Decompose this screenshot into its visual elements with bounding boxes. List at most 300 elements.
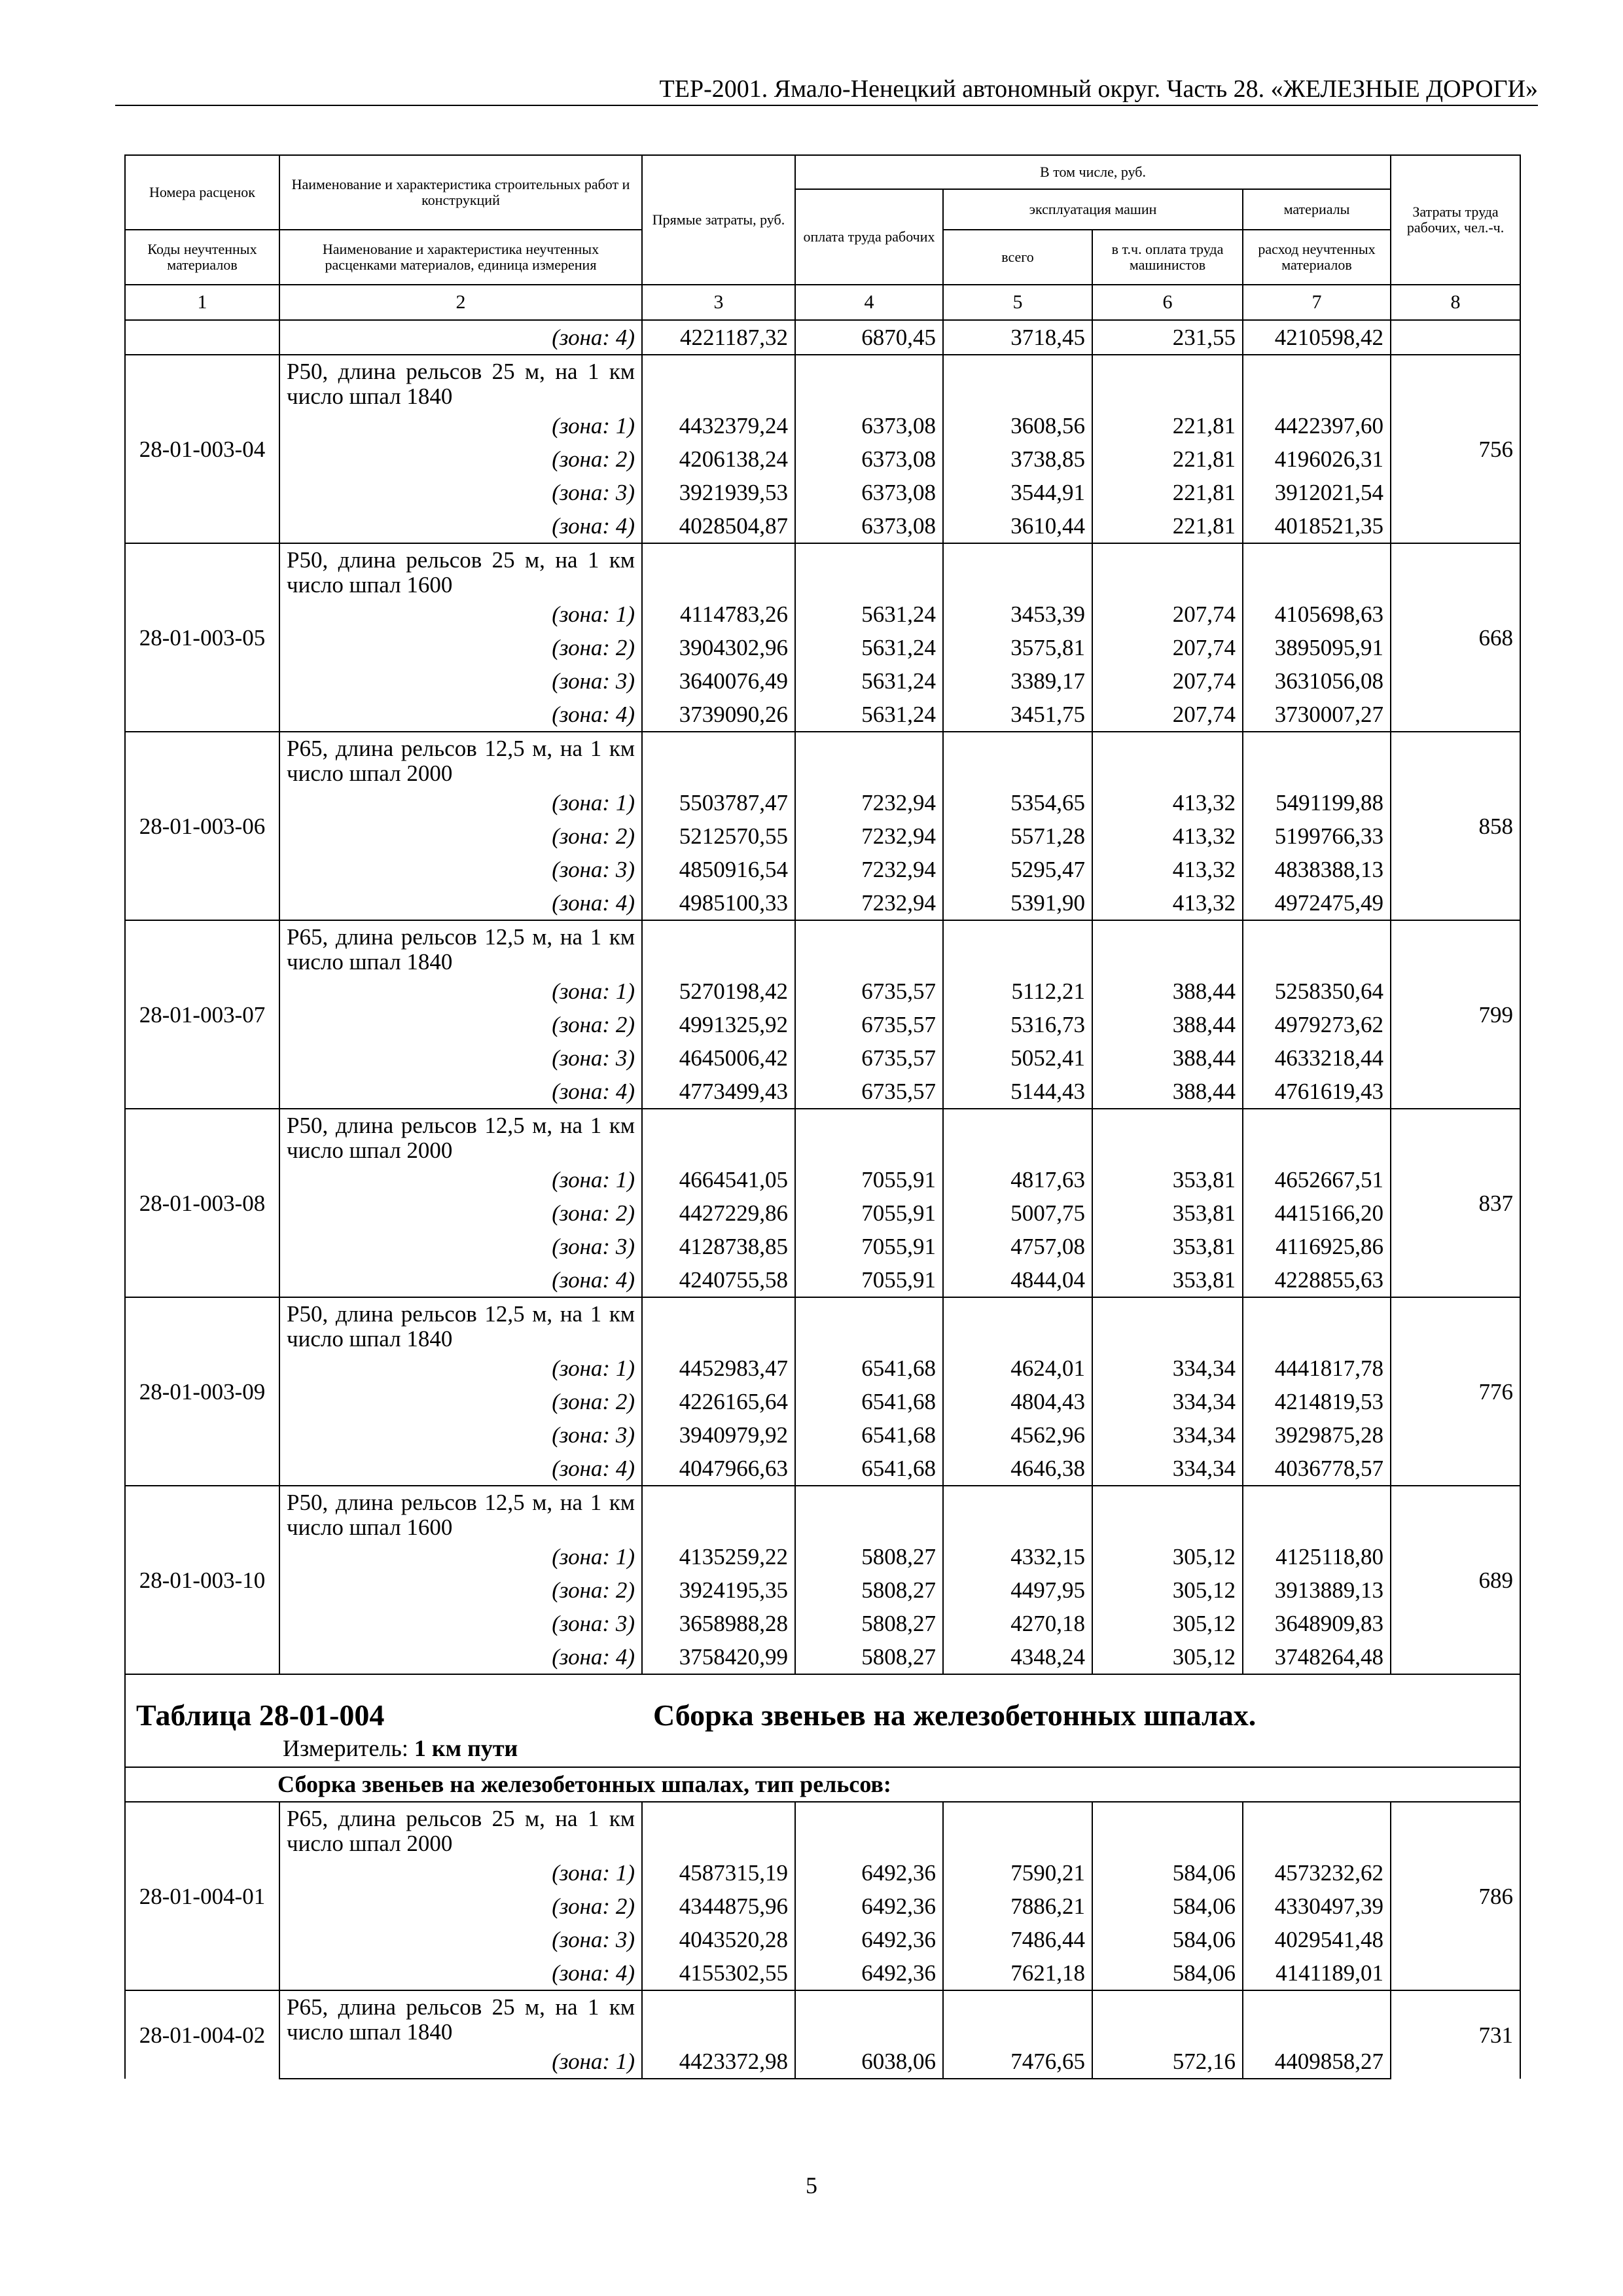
labor-value: 756 (1391, 355, 1520, 543)
materials-value: 4972475,49 (1243, 886, 1391, 920)
materials-value: 4409858,27 (1243, 2045, 1391, 2079)
direct-costs-value: 4423372,98 (642, 2045, 795, 2079)
rate-code: 28-01-003-07 (125, 920, 279, 1109)
materials-value: 4441817,78 (1243, 1352, 1391, 1385)
zone-label: (зона: 3) (279, 853, 642, 886)
machines-total-value: 4817,63 (943, 1163, 1092, 1196)
empty-cell (642, 543, 795, 598)
empty-cell (795, 1297, 943, 1352)
zone-label: (зона: 2) (279, 1573, 642, 1607)
machines-total-value: 3451,75 (943, 698, 1092, 732)
zone-label: (зона: 3) (279, 1230, 642, 1263)
col-head-labor: Затраты труда рабочих, чел.-ч. (1391, 155, 1520, 285)
empty-cell (1243, 1990, 1391, 2045)
machinist-wages-value: 353,81 (1092, 1163, 1243, 1196)
table-row (125, 698, 1520, 732)
direct-costs-value: 5503787,47 (642, 786, 795, 819)
materials-value: 3631056,08 (1243, 664, 1391, 698)
wages-value: 6541,68 (795, 1452, 943, 1486)
table-row (125, 1640, 1520, 1674)
zone-label: (зона: 4) (279, 509, 642, 543)
rate-description: Р65, длина рельсов 12,5 м, на 1 км число шпал 2000 (279, 732, 642, 786)
machines-total-value: 7476,65 (943, 2045, 1092, 2079)
rate-code: 28-01-004-01 (125, 1802, 279, 1990)
empty-cell (1243, 1802, 1391, 1856)
direct-costs-value: 3658988,28 (642, 1607, 795, 1640)
empty-cell (943, 732, 1092, 786)
materials-value: 4036778,57 (1243, 1452, 1391, 1486)
empty-cell (642, 355, 795, 409)
table-subheading-row (125, 1767, 1520, 1802)
direct-costs-value: 3924195,35 (642, 1573, 795, 1607)
table-row (125, 664, 1520, 698)
machines-total-value: 5571,28 (943, 819, 1092, 853)
machines-total-value: 3608,56 (943, 409, 1092, 442)
table-row (125, 409, 1520, 442)
machinist-wages-value: 572,16 (1092, 2045, 1243, 2079)
empty-cell (795, 543, 943, 598)
materials-value: 4422397,60 (1243, 409, 1391, 442)
machines-total-value: 3575,81 (943, 631, 1092, 664)
materials-value: 4415166,20 (1243, 1196, 1391, 1230)
table-title-section (125, 1674, 1520, 1802)
table-row (125, 598, 1520, 631)
empty-cell (1092, 1990, 1243, 2045)
col-number: 5 (943, 285, 1092, 320)
direct-costs-value: 4427229,86 (642, 1196, 795, 1230)
empty-cell (943, 355, 1092, 409)
wages-value: 6373,08 (795, 442, 943, 476)
zone-label: (зона: 4) (279, 698, 642, 732)
table-row (125, 1418, 1520, 1452)
machines-total-value: 5007,75 (943, 1196, 1092, 1230)
col-head-including: В том числе, руб. (795, 155, 1391, 189)
table-row (125, 1230, 1520, 1263)
materials-value: 4979273,62 (1243, 1008, 1391, 1041)
col-number: 7 (1243, 285, 1391, 320)
machines-total-value: 5112,21 (943, 975, 1092, 1008)
machines-total-value: 4562,96 (943, 1418, 1092, 1452)
materials-value: 3730007,27 (1243, 698, 1391, 732)
wages-value: 5631,24 (795, 631, 943, 664)
machinist-wages-value: 584,06 (1092, 1856, 1243, 1890)
wages-value: 6373,08 (795, 476, 943, 509)
wages-value: 6492,36 (795, 1923, 943, 1956)
col-head-materials: материалы (1243, 189, 1391, 230)
machinist-wages-value: 353,81 (1092, 1196, 1243, 1230)
wages-value: 6541,68 (795, 1385, 943, 1418)
direct-costs-value: 4991325,92 (642, 1008, 795, 1041)
measure-label: Измеритель: (283, 1735, 408, 1761)
col-head-machinist-wages: в т.ч. оплата труда машинистов (1092, 230, 1243, 285)
zone-label: (зона: 2) (279, 1890, 642, 1923)
machines-total-value: 7486,44 (943, 1923, 1092, 1956)
wages-value: 7232,94 (795, 819, 943, 853)
materials-value: 4018521,35 (1243, 509, 1391, 543)
rate-description: Р50, длина рельсов 25 м, на 1 км число шпал 1600 (279, 543, 642, 598)
zone-label: (зона: 1) (279, 598, 642, 631)
direct-costs-value: 5270198,42 (642, 975, 795, 1008)
direct-costs-value: 4155302,55 (642, 1956, 795, 1990)
header-rule (115, 105, 1538, 106)
wages-value: 6541,68 (795, 1418, 943, 1452)
direct-costs-value: 3739090,26 (642, 698, 795, 732)
machines-total-value: 4624,01 (943, 1352, 1092, 1385)
table-row (125, 543, 1520, 598)
empty-cell (1092, 1109, 1243, 1163)
measure-value: 1 км пути (414, 1735, 518, 1761)
materials-value: 5491199,88 (1243, 786, 1391, 819)
col-head-machines: эксплуатация машин (943, 189, 1243, 230)
wages-value: 5808,27 (795, 1540, 943, 1573)
direct-costs-value: 4221187,32 (642, 320, 795, 355)
empty-cell (795, 920, 943, 975)
machinist-wages-value: 305,12 (1092, 1573, 1243, 1607)
materials-value: 4633218,44 (1243, 1041, 1391, 1075)
rate-description: Р65, длина рельсов 25 м, на 1 км число шпал 1840 (279, 1990, 642, 2045)
direct-costs-value: 3758420,99 (642, 1640, 795, 1674)
machines-total-value: 5354,65 (943, 786, 1092, 819)
materials-value: 4573232,62 (1243, 1856, 1391, 1890)
zone-label: (зона: 3) (279, 1418, 642, 1452)
direct-costs-value: 4135259,22 (642, 1540, 795, 1573)
machines-total-value: 4332,15 (943, 1540, 1092, 1573)
machinist-wages-value: 388,44 (1092, 1075, 1243, 1109)
zone-label: (зона: 3) (279, 476, 642, 509)
direct-costs-value: 4028504,87 (642, 509, 795, 543)
wages-value: 6870,45 (795, 320, 943, 355)
machinist-wages-value: 305,12 (1092, 1540, 1243, 1573)
empty-cell (943, 920, 1092, 975)
wages-value: 6735,57 (795, 975, 943, 1008)
wages-value: 6541,68 (795, 1352, 943, 1385)
table-row (125, 1452, 1520, 1486)
empty-cell (1092, 1486, 1243, 1540)
table-row (125, 1802, 1520, 1856)
machines-total-value: 3738,85 (943, 442, 1092, 476)
direct-costs-value: 4645006,42 (642, 1041, 795, 1075)
machinist-wages-value: 207,74 (1092, 698, 1243, 732)
table-row (125, 1163, 1520, 1196)
rates-section-004 (125, 1802, 1520, 2079)
direct-costs-value: 5212570,55 (642, 819, 795, 853)
machines-total-value: 7886,21 (943, 1890, 1092, 1923)
wages-value: 5631,24 (795, 698, 943, 732)
table-row (125, 1075, 1520, 1109)
empty-cell (795, 1990, 943, 2045)
machinist-wages-value: 388,44 (1092, 1008, 1243, 1041)
empty-cell (642, 1109, 795, 1163)
direct-costs-value: 3921939,53 (642, 476, 795, 509)
machines-total-value: 7621,18 (943, 1956, 1092, 1990)
materials-value: 4116925,86 (1243, 1230, 1391, 1263)
zone-label: (зона: 1) (279, 1163, 642, 1196)
table-row (125, 442, 1520, 476)
rate-description: Р50, длина рельсов 25 м, на 1 км число шпал 1840 (279, 355, 642, 409)
wages-value: 7232,94 (795, 786, 943, 819)
zone-label: (зона: 3) (279, 664, 642, 698)
empty-cell (795, 1486, 943, 1540)
col-number: 6 (1092, 285, 1243, 320)
empty-cell (642, 1486, 795, 1540)
wages-value: 5808,27 (795, 1607, 943, 1640)
wages-value: 6735,57 (795, 1008, 943, 1041)
direct-costs-value: 4452983,47 (642, 1352, 795, 1385)
table-row (125, 1109, 1520, 1163)
machinist-wages-value: 207,74 (1092, 631, 1243, 664)
machinist-wages-value: 207,74 (1092, 664, 1243, 698)
wages-value: 7232,94 (795, 853, 943, 886)
table-row (125, 886, 1520, 920)
empty-cell (642, 1297, 795, 1352)
empty-cell (943, 1109, 1092, 1163)
col-number: 3 (642, 285, 795, 320)
zone-label: (зона: 4) (279, 1956, 642, 1990)
table-row (125, 1956, 1520, 1990)
empty-cell (795, 355, 943, 409)
materials-value: 3913889,13 (1243, 1573, 1391, 1607)
wages-value: 7055,91 (795, 1230, 943, 1263)
machinist-wages-value: 221,81 (1092, 442, 1243, 476)
machinist-wages-value: 413,32 (1092, 786, 1243, 819)
machines-total-value: 4348,24 (943, 1640, 1092, 1674)
machines-total-value: 5316,73 (943, 1008, 1092, 1041)
empty-cell (943, 1990, 1092, 2045)
machinist-wages-value: 221,81 (1092, 509, 1243, 543)
machines-total-value: 5391,90 (943, 886, 1092, 920)
table-row (125, 1990, 1520, 2045)
rate-code: 28-01-003-10 (125, 1486, 279, 1674)
empty-cell (1092, 1297, 1243, 1352)
machinist-wages-value: 353,81 (1092, 1263, 1243, 1297)
zone-label: (зона: 2) (279, 631, 642, 664)
wages-value: 6735,57 (795, 1041, 943, 1075)
zone-label: (зона: 1) (279, 409, 642, 442)
zone-label: (зона: 4) (279, 1640, 642, 1674)
zone-label: (зона: 3) (279, 1923, 642, 1956)
rate-description: Р50, длина рельсов 12,5 м, на 1 км число шпал 2000 (279, 1109, 642, 1163)
wages-value: 7055,91 (795, 1163, 943, 1196)
direct-costs-value: 4240755,58 (642, 1263, 795, 1297)
direct-costs-value: 4114783,26 (642, 598, 795, 631)
empty-cell (1092, 355, 1243, 409)
empty-cell (1092, 543, 1243, 598)
table-row (125, 1352, 1520, 1385)
wages-value: 7055,91 (795, 1196, 943, 1230)
empty-cell (1092, 1802, 1243, 1856)
empty-cell (1243, 920, 1391, 975)
machinist-wages-value: 584,06 (1092, 1956, 1243, 1990)
zone-label: (зона: 4) (279, 1452, 642, 1486)
table-row (125, 355, 1520, 409)
machines-total-value: 3610,44 (943, 509, 1092, 543)
table-row (125, 1196, 1520, 1230)
direct-costs-value: 4432379,24 (642, 409, 795, 442)
table-row (125, 1923, 1520, 1956)
rate-code: 28-01-004-02 (125, 1990, 279, 2079)
table-row (125, 631, 1520, 664)
zone-label: (зона: 2) (279, 1008, 642, 1041)
zone-label: (зона: 1) (279, 2045, 642, 2079)
empty-cell (1243, 355, 1391, 409)
empty-cell (943, 1297, 1092, 1352)
wages-value: 6492,36 (795, 1890, 943, 1923)
col-number: 2 (279, 285, 642, 320)
table-title: Сборка звеньев на железобетонных шпалах. (653, 1698, 1257, 1732)
wages-value: 5808,27 (795, 1573, 943, 1607)
empty-cell (1243, 1297, 1391, 1352)
col-head-wages: оплата труда рабочих (795, 189, 943, 285)
machines-total-value: 3389,17 (943, 664, 1092, 698)
col-number: 8 (1391, 285, 1520, 320)
empty-cell (795, 1802, 943, 1856)
direct-costs-value: 4664541,05 (642, 1163, 795, 1196)
machines-total-value: 4844,04 (943, 1263, 1092, 1297)
labor-value: 837 (1391, 1109, 1520, 1297)
machinist-wages-value: 305,12 (1092, 1640, 1243, 1674)
running-header: ТЕР-2001. Ямало-Ненецкий автономный округ. Часть 28. «ЖЕЛЕЗНЫЕ ДОРОГИ» (659, 75, 1538, 103)
empty-cell (1092, 920, 1243, 975)
table-title-row (125, 1674, 1520, 1767)
labor-value: 689 (1391, 1486, 1520, 1674)
rate-code: 28-01-003-09 (125, 1297, 279, 1486)
table-row (125, 320, 1520, 355)
machinist-wages-value: 353,81 (1092, 1230, 1243, 1263)
direct-costs-value: 3640076,49 (642, 664, 795, 698)
wages-value: 6735,57 (795, 1075, 943, 1109)
wages-value: 6373,08 (795, 409, 943, 442)
direct-costs-value: 4773499,43 (642, 1075, 795, 1109)
table-row (125, 509, 1520, 543)
machines-total-value: 5295,47 (943, 853, 1092, 886)
rate-description: Р65, длина рельсов 12,5 м, на 1 км число шпал 1840 (279, 920, 642, 975)
empty-cell (795, 1109, 943, 1163)
empty-cell (1243, 1109, 1391, 1163)
empty-cell (943, 1802, 1092, 1856)
zone-label: (зона: 1) (279, 975, 642, 1008)
labor-value: 776 (1391, 1297, 1520, 1486)
table-row (125, 476, 1520, 509)
direct-costs-value: 3940979,92 (642, 1418, 795, 1452)
price-table (124, 154, 1521, 2079)
direct-costs-value: 4587315,19 (642, 1856, 795, 1890)
machinist-wages-value: 207,74 (1092, 598, 1243, 631)
machinist-wages-value: 413,32 (1092, 853, 1243, 886)
col-number: 1 (125, 285, 279, 320)
materials-value: 3895095,91 (1243, 631, 1391, 664)
materials-value: 4210598,42 (1243, 320, 1391, 355)
rate-code: 28-01-003-04 (125, 355, 279, 543)
labor-value: 799 (1391, 920, 1520, 1109)
machinist-wages-value: 584,06 (1092, 1890, 1243, 1923)
empty-cell (1243, 543, 1391, 598)
wages-value: 7232,94 (795, 886, 943, 920)
page-number: 5 (806, 2172, 817, 2198)
machinist-wages-value: 388,44 (1092, 1041, 1243, 1075)
machinist-wages-value: 413,32 (1092, 819, 1243, 853)
empty-cell (943, 1486, 1092, 1540)
materials-value: 4029541,48 (1243, 1923, 1391, 1956)
materials-value: 4214819,53 (1243, 1385, 1391, 1418)
zone-label: (зона: 1) (279, 1540, 642, 1573)
materials-value: 4761619,43 (1243, 1075, 1391, 1109)
col-head-rate-number: Номера расценок (125, 155, 279, 230)
rate-description: Р65, длина рельсов 25 м, на 1 км число шпал 2000 (279, 1802, 642, 1856)
col-head-machines-total: всего (943, 230, 1092, 285)
direct-costs-value: 4344875,96 (642, 1890, 795, 1923)
empty-cell (1243, 732, 1391, 786)
table-row (125, 1890, 1520, 1923)
table-row (125, 819, 1520, 853)
materials-value: 4228855,63 (1243, 1263, 1391, 1297)
rate-code: 28-01-003-05 (125, 543, 279, 732)
materials-value: 4652667,51 (1243, 1163, 1391, 1196)
empty-cell (1243, 1486, 1391, 1540)
labor-value: 731 (1391, 1990, 1520, 2079)
zone-label: (зона: 4) (279, 320, 642, 355)
table-row (125, 1540, 1520, 1573)
table-row (125, 1297, 1520, 1352)
machines-total-value: 3453,39 (943, 598, 1092, 631)
zone-label: (зона: 2) (279, 819, 642, 853)
rate-description: Р50, длина рельсов 12,5 м, на 1 км число шпал 1840 (279, 1297, 642, 1352)
table-row (125, 1607, 1520, 1640)
table-row (125, 1573, 1520, 1607)
materials-value: 5199766,33 (1243, 819, 1391, 853)
zone-label: (зона: 2) (279, 1385, 642, 1418)
zone-label: (зона: 1) (279, 786, 642, 819)
empty-cell (642, 1990, 795, 2045)
machines-total-value: 4497,95 (943, 1573, 1092, 1607)
rate-code: 28-01-003-06 (125, 732, 279, 920)
zone-label: (зона: 2) (279, 1196, 642, 1230)
machines-total-value: 4804,43 (943, 1385, 1092, 1418)
materials-value: 4125118,80 (1243, 1540, 1391, 1573)
machinist-wages-value: 388,44 (1092, 975, 1243, 1008)
machines-total-value: 4646,38 (943, 1452, 1092, 1486)
zone-label: (зона: 4) (279, 886, 642, 920)
materials-value: 3929875,28 (1243, 1418, 1391, 1452)
wages-value: 6373,08 (795, 509, 943, 543)
col-head-material-names: Наименование и характеристика неучтенных расценками материалов, единица измерения (279, 230, 642, 285)
machines-total-value: 3718,45 (943, 320, 1092, 355)
col-head-work-name: Наименование и характеристика строительных работ и конструкций (279, 155, 642, 230)
materials-value: 3648909,83 (1243, 1607, 1391, 1640)
table-row (125, 975, 1520, 1008)
wages-value: 5631,24 (795, 598, 943, 631)
table-row (125, 920, 1520, 975)
machinist-wages-value: 334,34 (1092, 1452, 1243, 1486)
materials-value: 4141189,01 (1243, 1956, 1391, 1990)
empty-cell (642, 920, 795, 975)
direct-costs-value: 4206138,24 (642, 442, 795, 476)
table-number: Таблица 28-01-004 (136, 1698, 385, 1732)
labor-value: 858 (1391, 732, 1520, 920)
direct-costs-value: 4226165,64 (642, 1385, 795, 1418)
wages-value: 5808,27 (795, 1640, 943, 1674)
zone-label: (зона: 1) (279, 1352, 642, 1385)
zone-label: (зона: 1) (279, 1856, 642, 1890)
machines-total-value: 5144,43 (943, 1075, 1092, 1109)
rate-code: 28-01-003-08 (125, 1109, 279, 1297)
empty-cell (795, 732, 943, 786)
table-row (125, 1041, 1520, 1075)
table-row (125, 1385, 1520, 1418)
col-head-direct-costs: Прямые затраты, руб. (642, 155, 795, 285)
machines-total-value: 7590,21 (943, 1856, 1092, 1890)
materials-value: 4105698,63 (1243, 598, 1391, 631)
empty-cell (642, 732, 795, 786)
